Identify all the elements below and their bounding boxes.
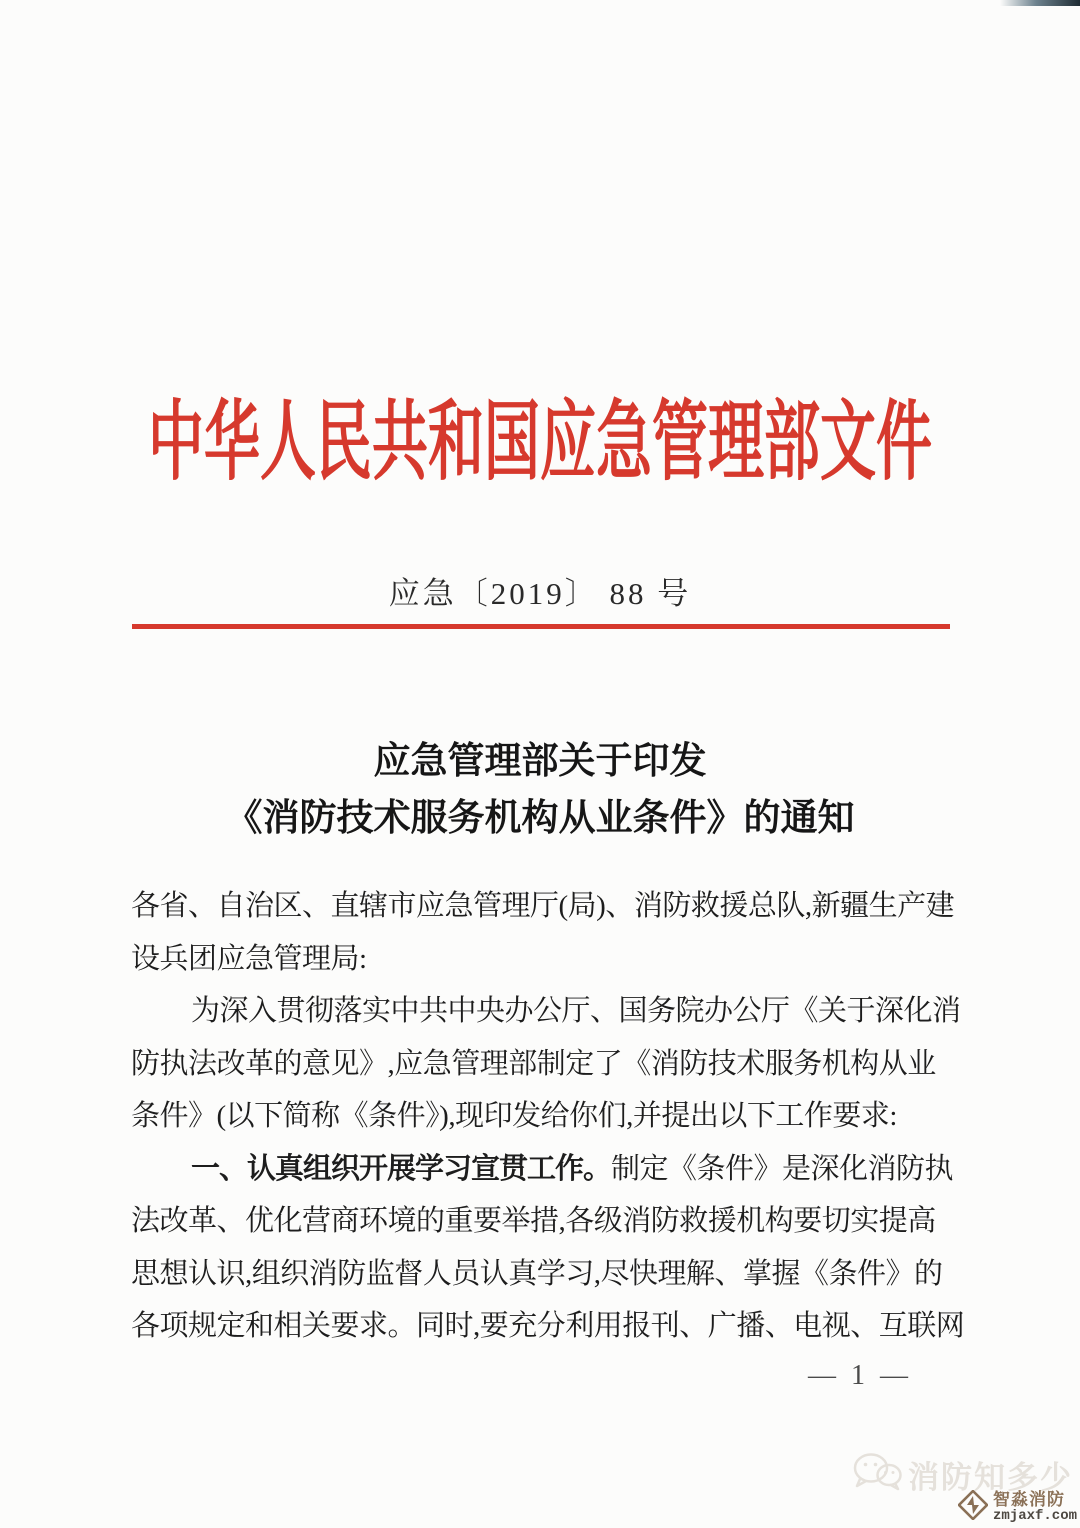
wechat-icon — [852, 1452, 902, 1497]
red-separator-line — [132, 624, 950, 629]
site-logo-name: 智淼消防 — [993, 1490, 1065, 1510]
salutation-line: 各省、自治区、直辖市应急管理厅(局)、消防救援总队,新疆生产建 — [131, 890, 955, 922]
wechat-watermark-label: 消防知多少 — [908, 1460, 1073, 1495]
site-logo-text — [993, 1491, 1077, 1524]
body-line: 条件》(以下简称《条件》),现印发给你们,并提出以下工作要求: — [131, 1100, 897, 1132]
body-line — [131, 1143, 954, 1196]
salutation-line: 设兵团应急管理局: — [131, 942, 367, 975]
site-logo-domain: zmjaxf.com — [993, 1508, 1078, 1525]
body-line-text: 制定《条件》是深化消防执 — [611, 1152, 954, 1185]
document-title — [0, 733, 1080, 847]
document-title-line2: 《消防技术服务机构从业条件》的通知 — [225, 798, 855, 839]
body-line: 思想认识,组织消防监督人员认真学习,尽快理解、掌握《条件》的 — [131, 1257, 943, 1290]
document-title-line1: 应急管理部关于印发 — [373, 741, 707, 782]
body-line: 防执法改革的意见》,应急管理部制定了《消防技术服务机构从业 — [131, 1047, 936, 1080]
body-line: 各项规定和相关要求。同时,要充分利用报刊、广播、电视、互联网 — [131, 1310, 965, 1342]
red-header-title: 中华人民共和国应急管理部文件 — [148, 395, 932, 492]
scan-artifact — [1000, 0, 1080, 6]
diamond-logo-icon — [958, 1490, 988, 1525]
body-line: 为深入贯彻落实中共中央办公厅、国务院办公厅《关于深化消 — [191, 995, 961, 1027]
document-number: 应急〔2019〕 88 号 — [388, 576, 692, 611]
page-number: — 1 — — [808, 1360, 912, 1391]
site-logo — [958, 1490, 1077, 1525]
body-line: 法改革、优化营商环境的重要举措,各级消防救援机构要切实提高 — [131, 1205, 936, 1237]
section-heading-bold: 一、认真组织开展学习宣贯工作。 — [191, 1152, 612, 1185]
document-body — [131, 880, 965, 1353]
